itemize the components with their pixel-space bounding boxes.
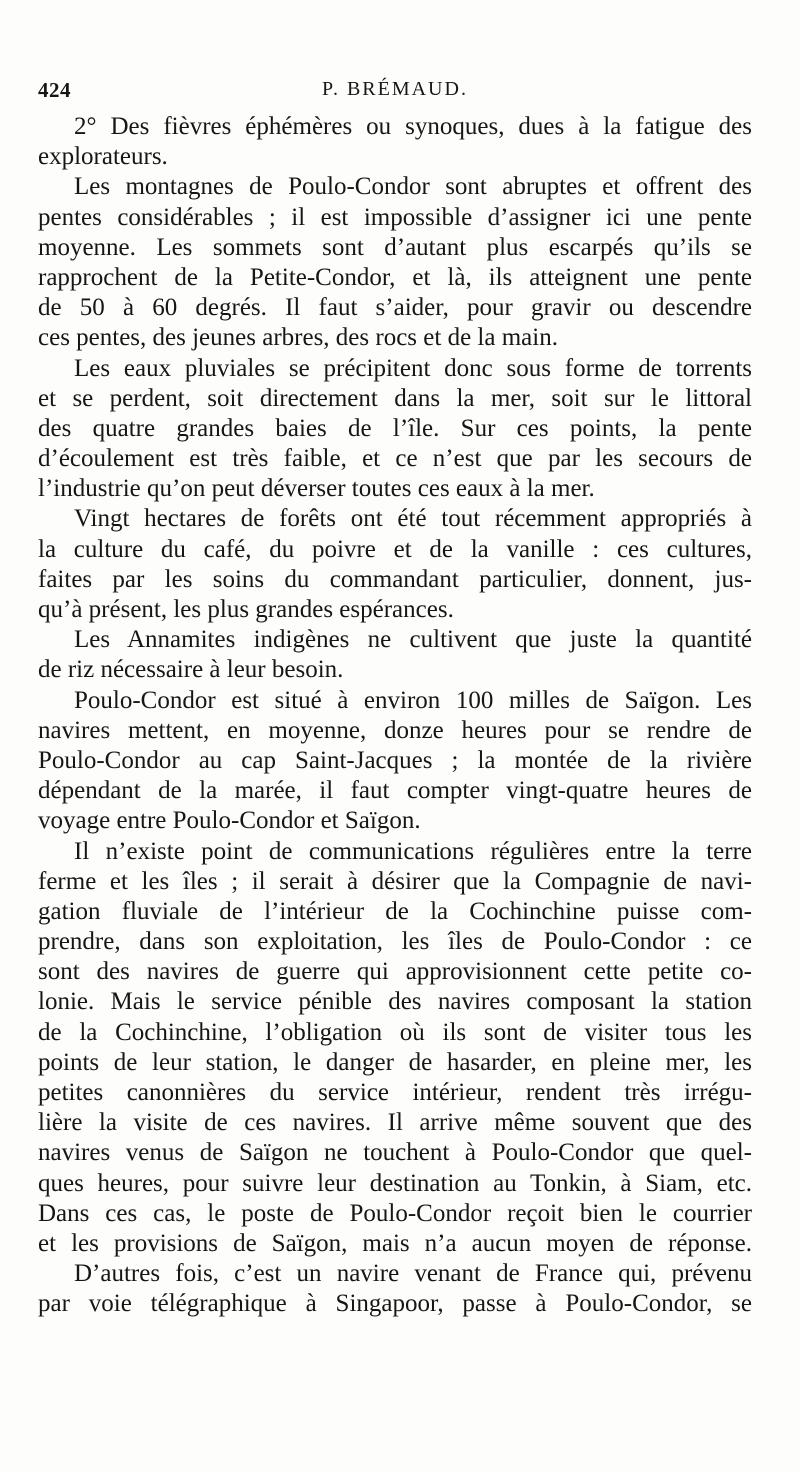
text-line: D’autres fois, c’est un navire venant de France qui, prévenu — [74, 1260, 752, 1288]
text-line: Les Annamites indigènes ne cultivent que juste la quantité — [74, 626, 752, 654]
text-line: explorateurs. — [38, 143, 168, 171]
text-line: petites canonnières du service intérieur, rendent très irrégu- — [38, 1079, 752, 1106]
text-line: pentes considérables ; il est impossible d’assigner ici une pente — [38, 203, 752, 231]
text-line: ferme et les îles ; il serait à désirer que la Compagnie de navi- — [38, 867, 752, 895]
text-line: lonie. Mais le service pénible des navires composant la station — [38, 988, 752, 1016]
text-line: par voie télégraphique à Singapoor, passe à Poulo-Condor, se — [38, 1290, 752, 1318]
text-line: navires mettent, en moyenne, donze heures pour se rendre de — [38, 716, 752, 744]
text-line: d’écoulement est très faible, et ce n’est que par les secours de — [38, 445, 752, 473]
text-line: moyenne. Les sommets sont d’autant plus escarpés qu’ils se — [38, 233, 752, 261]
text-line: Poulo-Condor est situé à environ 100 milles de Saïgon. Les — [74, 686, 752, 714]
text-line: 2° Des fièvres éphémères ou synoques, dues à la fatigue des — [74, 113, 752, 140]
text-line: et les provisions de Saïgon, mais n’a aucun moyen de réponse. — [38, 1229, 752, 1257]
text-line: de la Cochinchine, l’obligation où ils sont de visiter tous les — [38, 1018, 752, 1046]
text-line: gation fluviale de l’intérieur de la Cochinchine puisse com- — [38, 897, 752, 925]
running-head-author: P. BRÉMAUD. — [322, 78, 468, 100]
body-text — [38, 112, 752, 1320]
text-line: rapprochent de la Petite-Condor, et là, ils atteignent une pente — [38, 263, 752, 291]
running-head — [38, 78, 752, 106]
text-line: Poulo-Condor au cap Saint-Jacques ; la montée de la rivière — [38, 746, 752, 774]
text-line: points de leur station, le danger de hasarder, en pleine mer, les — [38, 1048, 752, 1076]
text-line: qu’à présent, les plus grandes espérances. — [38, 596, 454, 623]
text-line: de 50 à 60 degrés. Il faut s’aider, pour gravir ou descendre — [38, 294, 752, 322]
text-line: Il n’existe point de communications régulières entre la terre — [74, 837, 752, 865]
text-line: et se perdent, soit directement dans la mer, soit sur le littoral — [38, 384, 752, 412]
text-line: prendre, dans son exploitation, les îles de Poulo-Condor : ce — [38, 928, 752, 956]
text-line: Les eaux pluviales se précipitent donc sous forme de torrents — [74, 354, 752, 382]
text-line: ques heures, pour suivre leur destination au Tonkin, à Siam, etc. — [38, 1169, 752, 1197]
text-line: de riz nécessaire à leur besoin. — [38, 656, 344, 684]
text-line: l’industrie qu’on peut déverser toutes ces eaux à la mer. — [38, 475, 595, 503]
page-number: 424 — [38, 78, 71, 102]
text-line: lière la visite de ces navires. Il arrive même souvent que des — [38, 1109, 752, 1137]
text-line: la culture du café, du poivre et de la vanille : ces cultures, — [38, 535, 752, 563]
text-line: des quatre grandes baies de l’île. Sur ces points, la pente — [38, 414, 752, 442]
text-line: faites par les soins du commandant particulier, donnent, jus- — [38, 565, 752, 593]
text-line: ces pentes, des jeunes arbres, des rocs et de la main. — [38, 324, 558, 352]
text-line: Les montagnes de Poulo-Condor sont abruptes et offrent des — [74, 173, 752, 201]
text-line: Dans ces cas, le poste de Poulo-Condor reçoit bien le courrier — [38, 1199, 752, 1227]
text-line: sont des navires de guerre qui approvisionnent cette petite co- — [38, 958, 752, 986]
text-line: navires venus de Saïgon ne touchent à Poulo-Condor que quel- — [38, 1139, 752, 1167]
text-line: dépendant de la marée, il faut compter vingt-quatre heures de — [38, 777, 752, 805]
text-line: Vingt hectares de forêts ont été tout récemment appropriés à — [74, 505, 752, 533]
text-line: voyage entre Poulo-Condor et Saïgon. — [38, 807, 421, 835]
